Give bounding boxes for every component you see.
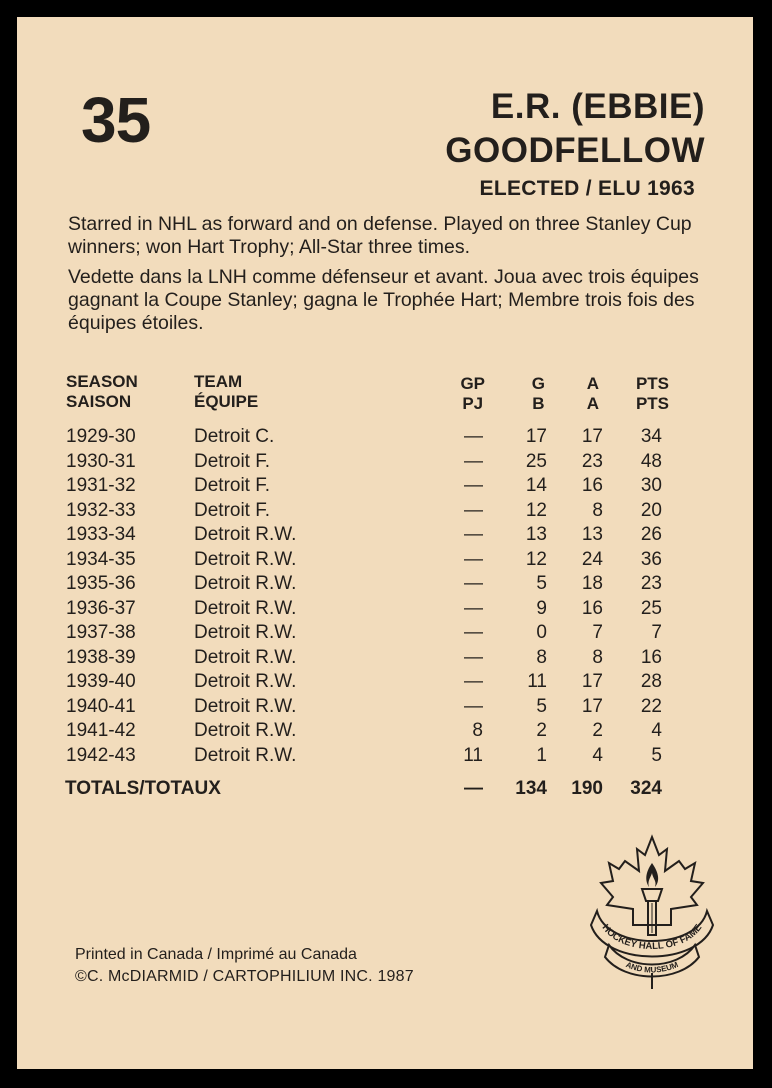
season-cell: 1937-38 [66, 622, 136, 643]
header-season-fr: SAISON [66, 392, 132, 411]
team-cell: Detroit R.W. [194, 744, 297, 766]
bio-english: Starred in NHL as forward and on defense. Played on three Stanley Cup winners; won Hart Trophy; All-Star three times. [68, 213, 692, 258]
games-played-cell: — [464, 622, 483, 643]
logo-text-upper: HOCKEY HALL OF FAME [599, 922, 705, 953]
player-name-line2: GOODFELLOW [445, 131, 705, 170]
stats-row [17, 426, 753, 450]
points-cell: 16 [640, 646, 662, 668]
team-cell: Detroit C. [194, 426, 275, 447]
assists-cell: 18 [581, 573, 603, 594]
points-cell: 26 [640, 524, 662, 545]
stats-row [17, 598, 753, 622]
goals-cell: 11 [527, 671, 547, 692]
points-cell: 5 [651, 744, 662, 766]
logo-text-lower: AND MUSEUM [624, 960, 680, 975]
totals-gp: — [464, 778, 483, 799]
season-cell: 1933-34 [66, 524, 136, 545]
stats-row [17, 573, 753, 597]
points-cell: 36 [640, 548, 662, 570]
team-cell: Detroit R.W. [194, 695, 297, 717]
header-a-fr: A [586, 394, 599, 413]
points-cell: 22 [640, 695, 662, 717]
goals-cell: 12 [525, 548, 547, 570]
header-pts-fr: PTS [635, 394, 669, 413]
games-played-cell: — [464, 524, 483, 545]
header-gp-fr: PJ [462, 394, 484, 413]
header-team-fr: ÉQUIPE [194, 392, 259, 411]
totals-assists: 190 [571, 778, 603, 799]
printed-in-canada: Printed in Canada / Imprimé au Canada [75, 946, 357, 963]
stats-row [17, 451, 753, 475]
team-cell: Detroit R.W. [194, 524, 297, 545]
header-pts-en: PTS [635, 374, 669, 393]
points-cell: 28 [640, 671, 662, 692]
elected-year: ELECTED / ELU 1963 [479, 177, 695, 200]
season-cell: 1934-35 [66, 548, 136, 570]
stats-row [17, 549, 753, 573]
season-cell: 1941-42 [66, 720, 136, 741]
season-cell: 1936-37 [66, 597, 136, 619]
team-cell: Detroit R.W. [194, 671, 297, 692]
stats-row [17, 647, 753, 671]
games-played-cell: — [464, 695, 483, 717]
header-a-en: A [586, 374, 599, 393]
points-cell: 7 [651, 622, 662, 643]
team-cell: Detroit R.W. [194, 597, 297, 619]
stats-row [17, 500, 753, 524]
season-cell: 1935-36 [66, 573, 136, 594]
goals-cell: 0 [536, 622, 547, 643]
points-cell: 48 [640, 450, 662, 472]
assists-cell: 16 [581, 597, 603, 619]
games-played-cell: — [464, 426, 483, 447]
goals-cell: 2 [536, 720, 547, 741]
assists-cell: 16 [581, 475, 603, 496]
goals-cell: 12 [525, 499, 547, 521]
season-cell: 1929-30 [66, 426, 136, 447]
stats-row [17, 524, 753, 548]
games-played-cell: — [464, 573, 483, 594]
team-cell: Detroit F. [194, 499, 271, 521]
season-cell: 1930-31 [66, 450, 136, 472]
goals-cell: 14 [525, 475, 547, 496]
bio-french: Vedette dans la LNH comme défenseur et avant. Joua avec trois équipes gagnant la Coupe Stanley; gagna le Trophée Hart; Membre trois fois des équipes étoiles. [68, 266, 699, 334]
header-gp-en: GP [460, 374, 485, 393]
header-g-en: G [531, 374, 545, 393]
assists-cell: 4 [592, 744, 603, 766]
team-cell: Detroit R.W. [194, 646, 297, 668]
games-played-cell: — [464, 450, 483, 472]
team-cell: Detroit R.W. [194, 548, 297, 570]
stats-row [17, 475, 753, 499]
stats-row [17, 745, 753, 769]
points-cell: 4 [651, 720, 662, 741]
assists-cell: 17 [581, 695, 603, 717]
assists-cell: 17 [581, 671, 603, 692]
goals-cell: 9 [536, 597, 547, 619]
stats-row [17, 720, 753, 744]
team-cell: Detroit R.W. [194, 720, 297, 741]
season-cell: 1931-32 [66, 475, 136, 496]
points-cell: 34 [640, 426, 662, 447]
player-name-line1: E.R. (EBBIE) [490, 87, 705, 126]
goals-cell: 5 [536, 695, 547, 717]
stats-row [17, 696, 753, 720]
season-cell: 1940-41 [66, 695, 136, 717]
totals-label: TOTALS/TOTAUX [65, 778, 221, 799]
assists-cell: 8 [592, 499, 603, 521]
card-back [17, 17, 753, 1069]
games-played-cell: — [464, 499, 483, 521]
team-cell: Detroit R.W. [194, 573, 297, 594]
goals-cell: 8 [536, 646, 547, 668]
games-played-cell: — [464, 671, 483, 692]
games-played-cell: — [464, 597, 483, 619]
totals-goals: 134 [515, 778, 547, 799]
header-g-fr: B [532, 394, 545, 413]
season-cell: 1942-43 [66, 744, 136, 766]
assists-cell: 7 [592, 622, 603, 643]
games-played-cell: — [464, 646, 483, 668]
assists-cell: 17 [581, 426, 603, 447]
card-number: 35 [81, 84, 151, 156]
header-season-en: SEASON [66, 372, 138, 391]
goals-cell: 25 [525, 450, 547, 472]
assists-cell: 24 [581, 548, 603, 570]
games-played-cell: 8 [472, 720, 483, 741]
hockey-hall-of-fame-logo-icon [587, 833, 717, 993]
points-cell: 20 [640, 499, 662, 521]
points-cell: 25 [640, 597, 662, 619]
team-cell: Detroit F. [194, 450, 271, 472]
assists-cell: 23 [581, 450, 603, 472]
copyright: ©C. McDIARMID / CARTOPHILIUM INC. 1987 [75, 968, 414, 985]
points-cell: 30 [640, 475, 662, 496]
goals-cell: 5 [536, 573, 547, 594]
header-team-en: TEAM [194, 372, 243, 391]
stats-row [17, 671, 753, 695]
totals-points: 324 [630, 778, 662, 799]
assists-cell: 13 [581, 524, 603, 545]
assists-cell: 8 [592, 646, 603, 668]
season-cell: 1938-39 [66, 646, 136, 668]
team-cell: Detroit R.W. [194, 622, 297, 643]
season-cell: 1939-40 [66, 671, 136, 692]
stats-row [17, 622, 753, 646]
team-cell: Detroit F. [194, 475, 271, 496]
goals-cell: 1 [536, 744, 547, 766]
games-played-cell: — [464, 548, 483, 570]
assists-cell: 2 [592, 720, 603, 741]
games-played-cell: 11 [463, 744, 483, 766]
goals-cell: 13 [525, 524, 547, 545]
goals-cell: 17 [525, 426, 547, 447]
points-cell: 23 [640, 573, 662, 594]
season-cell: 1932-33 [66, 499, 136, 521]
totals-row [17, 778, 753, 802]
games-played-cell: — [464, 475, 483, 496]
